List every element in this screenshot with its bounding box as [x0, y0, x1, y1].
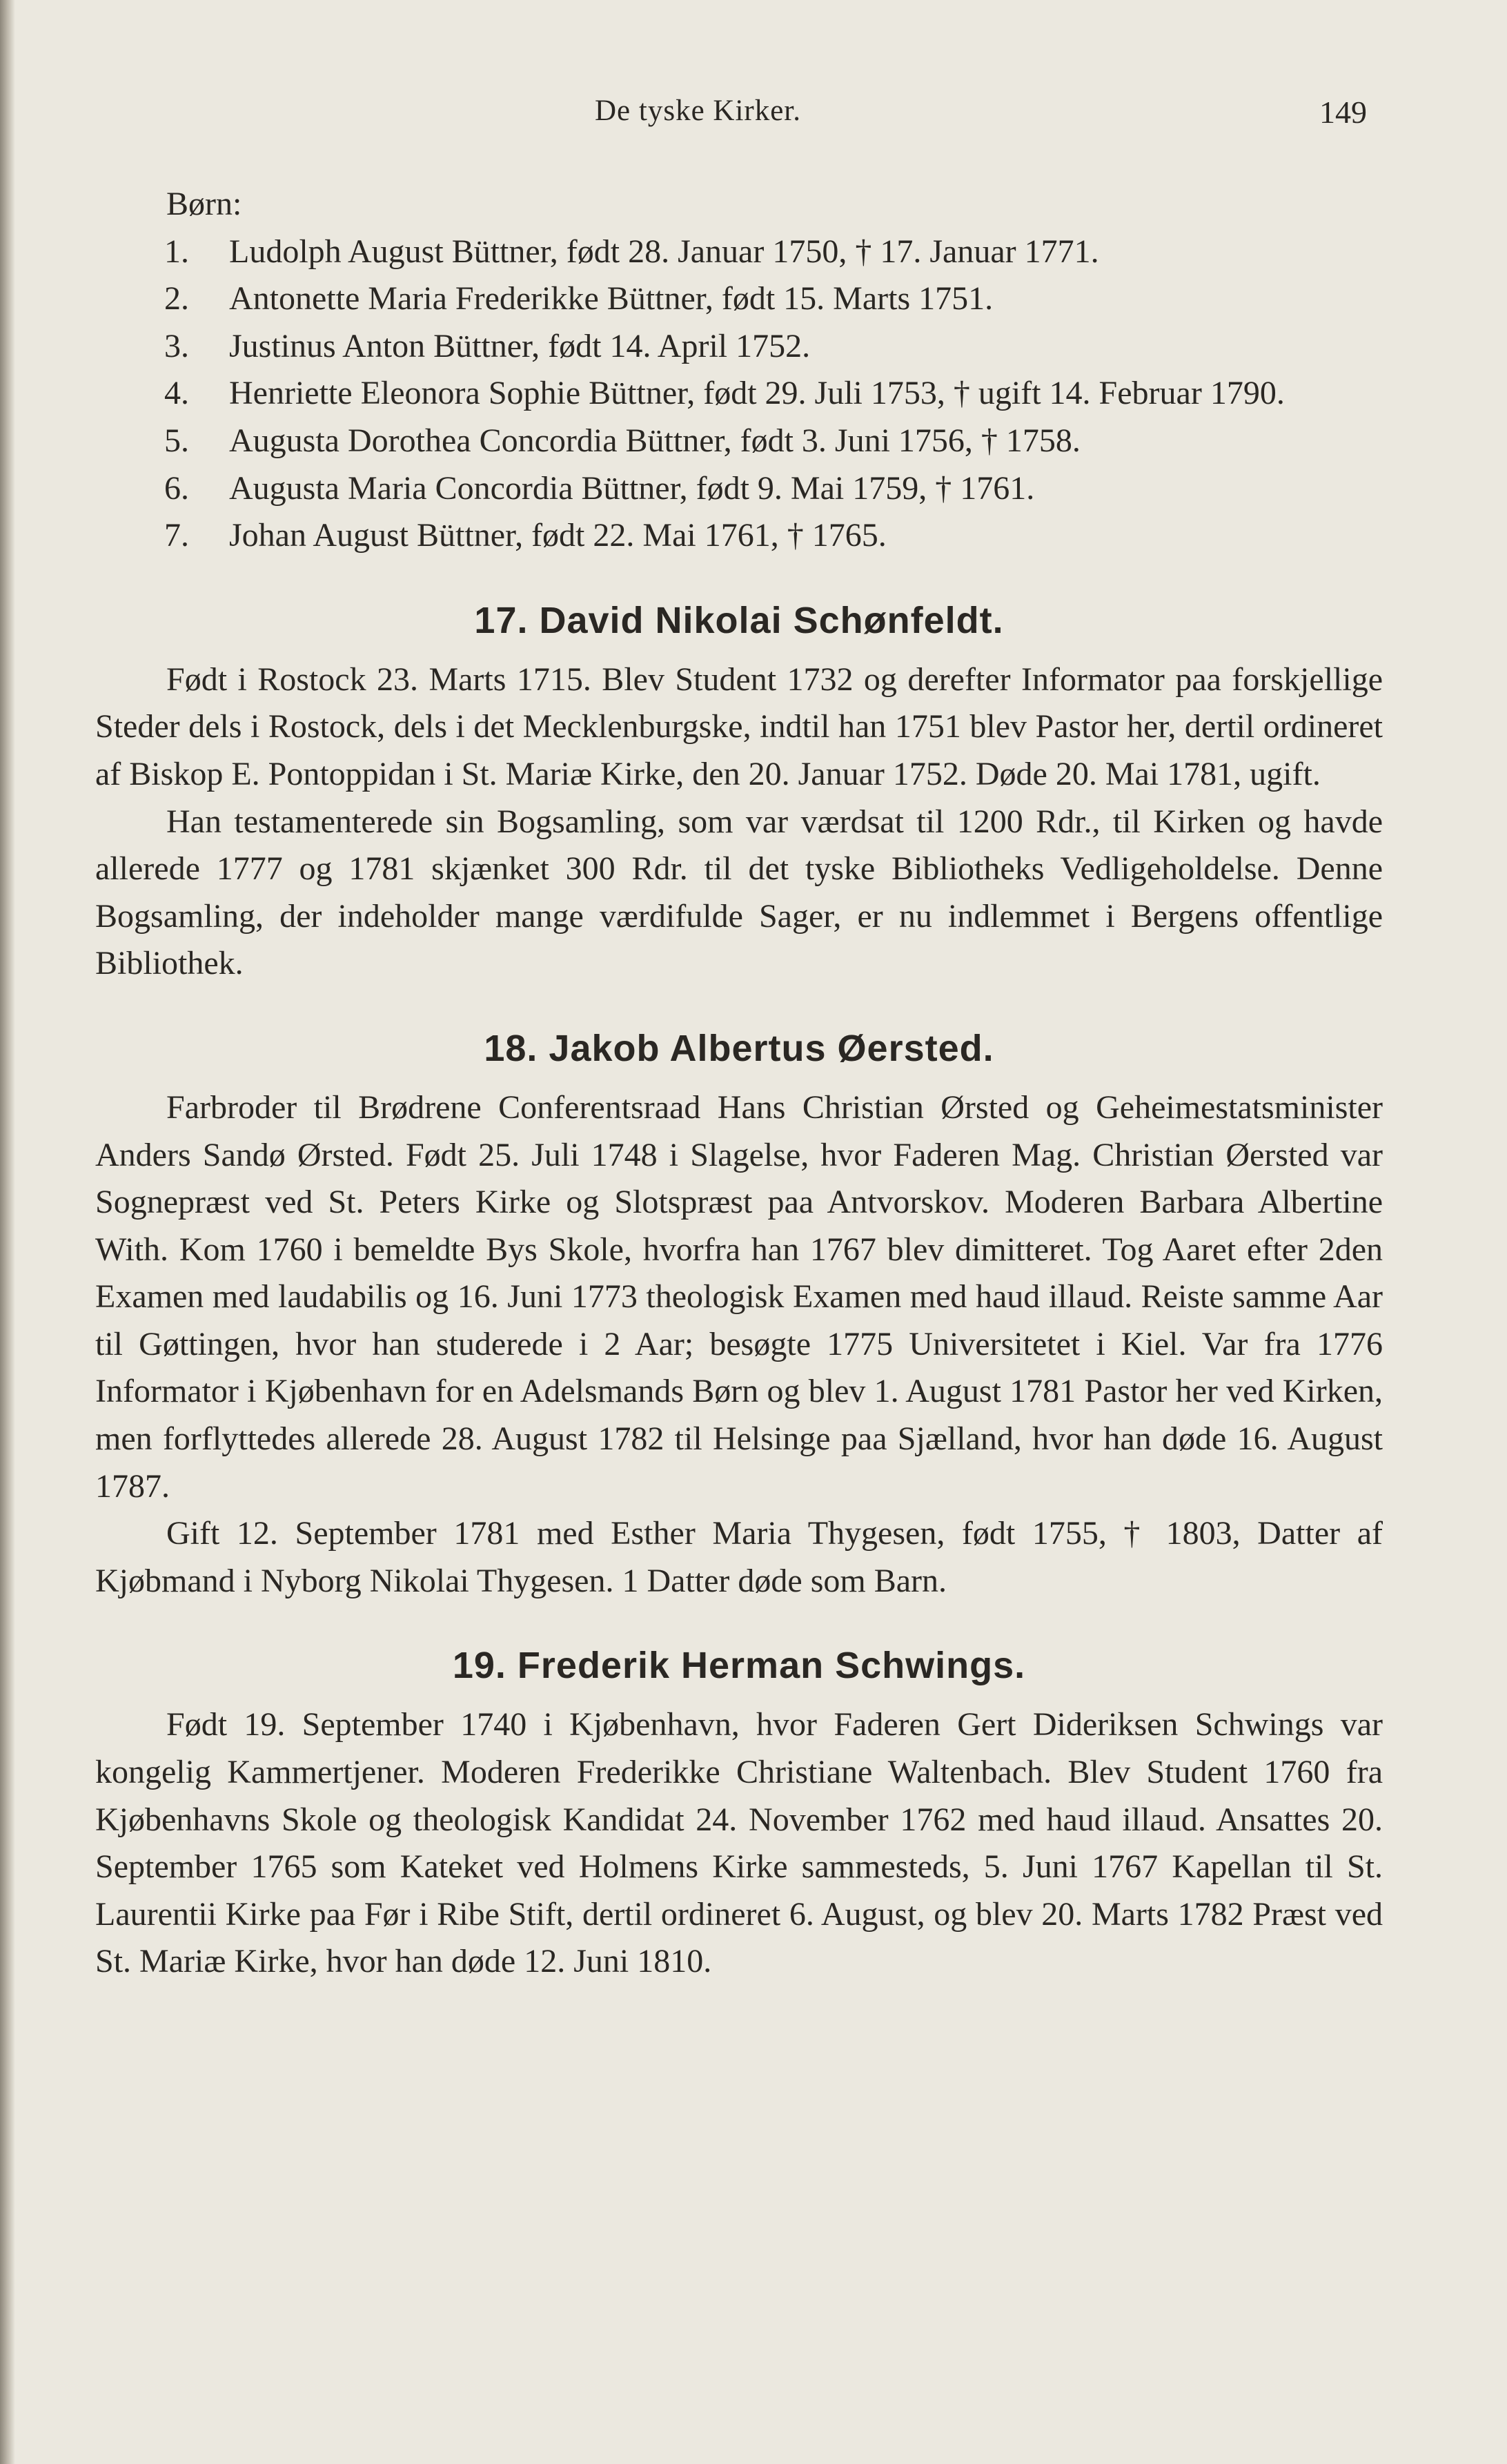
binding-edge — [0, 0, 15, 2464]
child-number: 5. — [164, 422, 189, 459]
paragraph: Han testamenterede sin Bogsamling, som var værdsat til 1200 Rdr., til Kirken og havde allerede 1777 og 1781 skjænket 300 Rdr. til det tyske Bibliotheks Vedligeholdelse. Denne Bogsamling, der indeholder mange værdifulde Sager, er nu indlemmet i Bergens offentlige Bibliothek. — [95, 803, 1383, 982]
child-entry — [95, 465, 1383, 513]
children-label: Børn: — [166, 186, 242, 222]
section-title-19: 19. Frederik Herman Schwings. — [452, 1645, 1026, 1687]
child-text: Antonette Maria Frederikke Büttner, født 15. Marts 1751. — [229, 280, 994, 317]
child-text: Henriette Eleonora Sophie Büttner, født 29. Juli 1753, † ugift 14. Februar 1790. — [229, 375, 1285, 412]
section-title-18: 18. Jakob Albertus Øersted. — [484, 1027, 994, 1069]
child-entry — [95, 370, 1383, 418]
child-number: 1. — [164, 233, 189, 270]
child-text: Johan August Büttner, født 22. Mai 1761, † 1765. — [229, 517, 887, 554]
child-text: Augusta Dorothea Concordia Büttner, født 3. Juni 1756, † 1758. — [229, 422, 1081, 459]
child-number: 7. — [164, 517, 189, 554]
child-text: Ludolph August Büttner, født 28. Januar 1750, † 17. Januar 1771. — [229, 233, 1099, 270]
page-header — [0, 94, 1507, 135]
child-entry — [95, 275, 1383, 323]
child-entry — [95, 228, 1383, 276]
paragraph: Født i Rostock 23. Marts 1715. Blev Student 1732 og derefter Informator paa forskjellige Steder dels i Rostock, dels i det Mecklenburgske, indtil han 1751 blev Pastor her, dertil ordineret af Biskop E. Pontoppidan i St. Mariæ Kirke, den 20. Januar 1752. Døde 20. Mai 1781, ugift. — [95, 661, 1383, 792]
child-entry — [95, 512, 1383, 560]
paragraph: Født 19. September 1740 i Kjøbenhavn, hvor Faderen Gert Dideriksen Schwings var kongelig Kammertjener. Moderen Frederikke Christiane Waltenbach. Blev Student 1760 fra Kjøbenhavns Skole og theologisk Kandidat 24. November 1762 med haud illaud. Ansattes 20. September 1765 som Kateket ved Holmens Kirke sammesteds, 5. Juni 1767 Kapellan til St. Laurentii Kirke paa Før i Ribe Stift, dertil ordineret 6. August, og blev 20. Marts 1782 Præst ved St. Mariæ Kirke, hvor han døde 12. Juni 1810. — [95, 1706, 1383, 1980]
child-number: 3. — [164, 327, 189, 364]
children-list — [95, 228, 1383, 560]
child-number: 6. — [164, 469, 189, 507]
child-number: 2. — [164, 280, 189, 317]
section-title-17: 17. David Nikolai Schønfeldt. — [474, 599, 1004, 641]
child-entry — [95, 418, 1383, 465]
paragraph: Gift 12. September 1781 med Esther Maria Thygesen, født 1755, † 1803, Datter af Kjøbmand i Nyborg Nikolai Thygesen. 1 Datter døde som Barn. — [95, 1515, 1383, 1599]
child-entry — [95, 323, 1383, 371]
page-content — [95, 181, 1383, 1986]
child-number: 4. — [164, 375, 189, 412]
child-text: Augusta Maria Concordia Büttner, født 9. Mai 1759, † 1761. — [229, 469, 1035, 507]
child-text: Justinus Anton Büttner, født 14. April 1752. — [229, 327, 811, 364]
page-number: 149 — [1319, 95, 1367, 130]
running-title: De tyske Kirker. — [595, 95, 802, 127]
paragraph: Farbroder til Brødrene Conferentsraad Hans Christian Ørsted og Geheimestatsminister Anders Sandø Ørsted. Født 25. Juli 1748 i Slagelse, hvor Faderen Mag. Christian Øersted var Sognepræst ved St. Peters Kirke og Slotspræst paa Antvorskov. Moderen Barbara Albertine With. Kom 1760 i bemeldte Bys Skole, hvorfra han 1767 blev dimitteret. Tog Aaret efter 2den Examen med laudabilis og 16. Juni 1773 theologisk Examen med haud illaud. Reiste samme Aar til Gøttingen, hvor han studerede i 2 Aar; besøgte 1775 Universitetet i Kiel. Var fra 1776 Informator i Kjøbenhavn for en Adelsmands Børn og blev 1. August 1781 Pastor her ved Kirken, men forflyttedes allerede 28. August 1782 til Helsinge paa Sjælland, hvor han døde 16. August 1787. — [95, 1088, 1383, 1505]
